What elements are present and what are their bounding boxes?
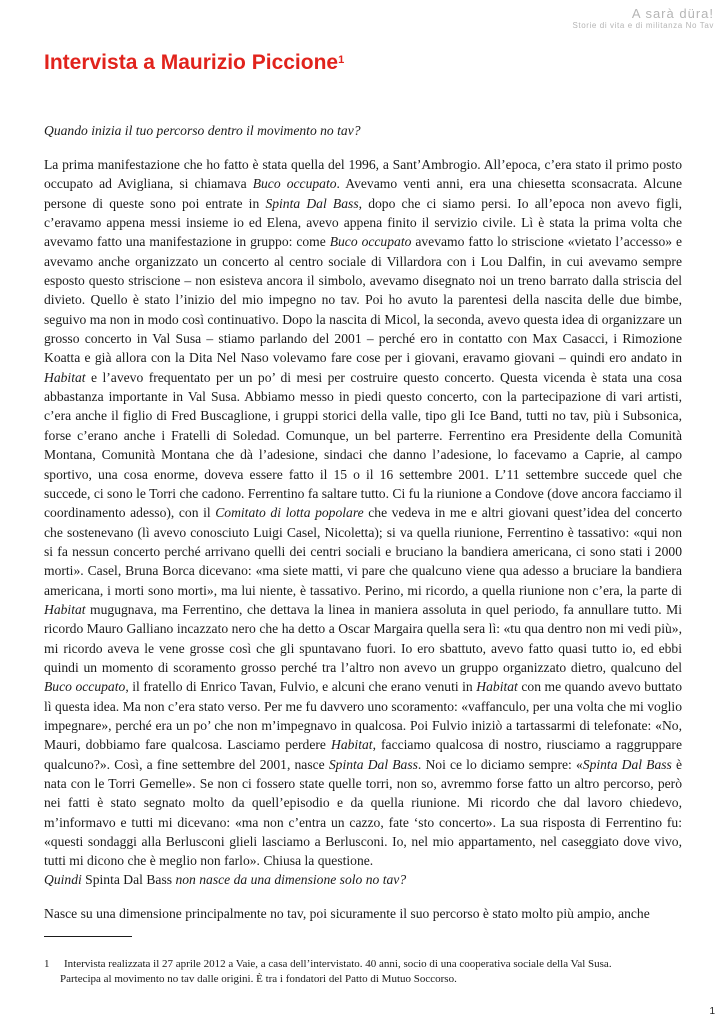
answer-1-italic-segment: Buco occupato (252, 176, 337, 192)
answer-1-segment: e l’avevo frequentato per un po’ di mesi per costruire questo concerto. Questa vicenda è stata una cosa abbastanza importante in Val Susa. Abbiamo messo in piedi questo concerto, con la partecipazione di vari artisti, c’era anche il figlio di Fred Buscaglione, i gruppi storici della valle, tipo gli Ice Band, tutti no tav, più i Subsonica, forse c’erano anche i Fratelli di Soledad. Comunque, un bel parterre. Ferrentino era Presidente della Comunità Montana, Comunità Montana che dà l’adesione, sindaci che danno l’adesione, lo facevamo a Caprie, al campo sportivo, una cosa enorme, doveva essere fatto il 15 o il 16 settembre 2001. L’11 settembre succede quel che succede, ci sono le Torri che cadono. Ferrentino fa saltare tutto. Ci fu la riunione a Condove (dove ancora facciamo il coordinamento adesso), con il (44, 369, 682, 521)
footnote-line-1 (44, 957, 680, 972)
answer-1-italic-segment: Comitato di lotta popolare (215, 505, 364, 521)
answer-1-segment: che vedeva in me e altri giovani quest’idea del concerto che sostenevano (lì avevo conosciuto Luigi Casel, Nicoletta); si va quella riunione, Ferrentino è tassativo: «qui non si fa nessun concerto perché arrivano quelli dei centri sociali e bruciano la bandiera americana, ci sono stati i 2000 morti». Casel, Bruna Borca dicevano: «ma siete matti, vi pare che qualcuno viene qua adesso a bruciare la bandiera americana, i morti sono morti», ma lui niente, è tassativo. Perino, mi ricordo, a quella riunione non c’era, la parte di (44, 505, 682, 598)
answer-1-italic-segment: Spinta Dal Bass (265, 195, 359, 211)
answer-1 (44, 155, 682, 871)
answer-1-italic-segment: Spinta Dal Bass (328, 756, 418, 772)
footnote-line-2: Partecipa al movimento no tav dalle origini. È tra i fondatori del Patto di Mutuo Soccorso. (60, 973, 457, 985)
article-title-text: Intervista a Maurizio Piccione (44, 51, 339, 74)
question-2-name: Spinta Dal Bass (85, 872, 173, 887)
answer-1-segment: . Avevamo venti anni, era una chiesetta sconsacrata. Alcune persone di queste sono poi entrate in (44, 176, 682, 211)
header-title: A sarà düra! (631, 6, 714, 21)
footnote-divider (44, 936, 132, 937)
answer-1-segment: La prima manifestazione che ho fatto è stata quella del 1996, a Sant’Ambrogio. All’epoca, c’era stato il primo posto occupato ad Avigliana, si chiamava (44, 157, 682, 192)
question-2-prefix: Quindi (44, 872, 82, 887)
footnote-text-1: Intervista realizzata il 27 aprile 2012 a Vaie, a casa dell’intervistato. 40 anni, socio di una cooperativa sociale della Val Susa. (64, 958, 612, 970)
answer-1-segment: avevamo fatto lo striscione «vietato l’accesso» e avevamo anche organizzato un concerto al centro sociale di Villardora con i Lou Dalfin, in cui avevamo sempre esposto questo striscione – non esisteva ancora il simbolo, avevamo disegnato noi un treno barrato dalla striscia del divieto. Quello è stato l’inizio del mio impegno no tav. Poi ho avuto la parentesi della nascita delle due bimbe, seguivo ma non in modo così continuativo. Dopo la nascita di Micol, la seconda, avevo questa idea di organizzare un grosso concerto in Val Susa – stiamo parlando del 2001 – perché ero in contatto con Max Casacci, i Rimozione Koatta e già allora con la Dita Nel Naso volevamo fare cose per i giovani, eravamo giovani – quindi ero andato in (44, 234, 682, 366)
answer-1-italic-segment: Habitat (44, 601, 86, 617)
question-1: Quando inizia il tuo percorso dentro il movimento no tav? (44, 123, 361, 138)
footnote-ref[interactable]: 1 (338, 54, 345, 66)
answer-1-segment: , dopo che ci siamo persi. Io all’epoca non avevo figli, c’eravamo appena messi insieme io ed Elena, avevo appena finito il servizio civile. Lì è stata la prima volta che avevamo fatto una manifestazione in gruppo: come (44, 195, 682, 250)
answer-1-italic-segment: Buco occupato (44, 679, 126, 695)
answer-1-segment: . Noi ce lo diciamo sempre: « (417, 756, 583, 772)
answer-1-italic-segment: Habitat (331, 737, 373, 753)
answer-1-segment: , il fratello di Enrico Tavan, Fulvio, e alcuni che erano venuti in (125, 679, 477, 695)
header-subtitle: Storie di vita e di militanza No Tav (572, 21, 714, 30)
answer-1-italic-segment: Spinta Dal Bass (582, 756, 672, 772)
article-title (44, 50, 344, 76)
page-number: 1 (709, 1006, 715, 1017)
answer-1-italic-segment: Habitat (44, 369, 86, 385)
running-header (572, 6, 714, 31)
answer-1-segment: è nata con le Torri Gemelle». Se non ci fossero state quelle torri, non so, avremmo forse fatto un altro percorso, però nei fatti è stato segnato molto da quell’episodio e da quella riunione. Mi ricordo che dal lavoro chiedevo, m’informavo e tutti mi dicevano: «ma non c’entra un cazzo, fate ‘sto concerto». La sua risposta di Ferrentino fu: «questi sondaggi alla Berlusconi glieli lasciamo a Berlusconi. Io, nel mio appartamento, nel caseggiato dove vivo, tutti mi dicono che è meglio non farlo». Chiusa la questione. (44, 756, 683, 869)
answer-2: Nasce su una dimensione principalmente no tav, poi sicuramente il suo percorso è stato molto più ampio, anche (44, 906, 650, 921)
answer-1-italic-segment: Buco occupato (329, 234, 412, 250)
answer-1-italic-segment: Habitat (476, 679, 518, 695)
question-2-suffix: non nasce da una dimensione solo no tav? (175, 872, 407, 887)
footnote (44, 957, 680, 987)
question-2 (44, 870, 682, 889)
answer-1-segment: con me quando avevo buttato lì questa idea. Ma non c’era stato verso. Per me fu davvero uno scoramento: «vaffanculo, per una volta che mi voglio impegnare», perché era un po’ che non m’impegnavo in qualcosa. Poi Fulvio iniziò a tartassarmi di telefonate: «No, Mauri, dobbiamo fare qualcosa. Lasciamo perdere (44, 679, 682, 753)
footnote-number: 1 (44, 958, 50, 970)
answer-1-segment: , facciamo qualcosa di nostro, riusciamo a raggruppare qualcuno?». Così, a fine settembre del 2001, nasce (44, 737, 682, 772)
answer-1-segment: mugugnava, ma Ferrentino, che dettava la linea in maniera assoluta in quel periodo, fa annullare tutto. Mi ricordo Mauro Galliano incazzato nero che ha detto a Oscar Margaira quella sera lì: «tu qua dentro non mi vedi più», mi ricordo aveva le vene grosse così che gli spuntavano fuori. Io ero sbattuto, avevo fatto quasi tutto io, ed ebbi quindi un momento di scoramento grosso perché tra l’altro non avevo un gruppo organizzato dietro, qualcuno del (44, 601, 682, 675)
